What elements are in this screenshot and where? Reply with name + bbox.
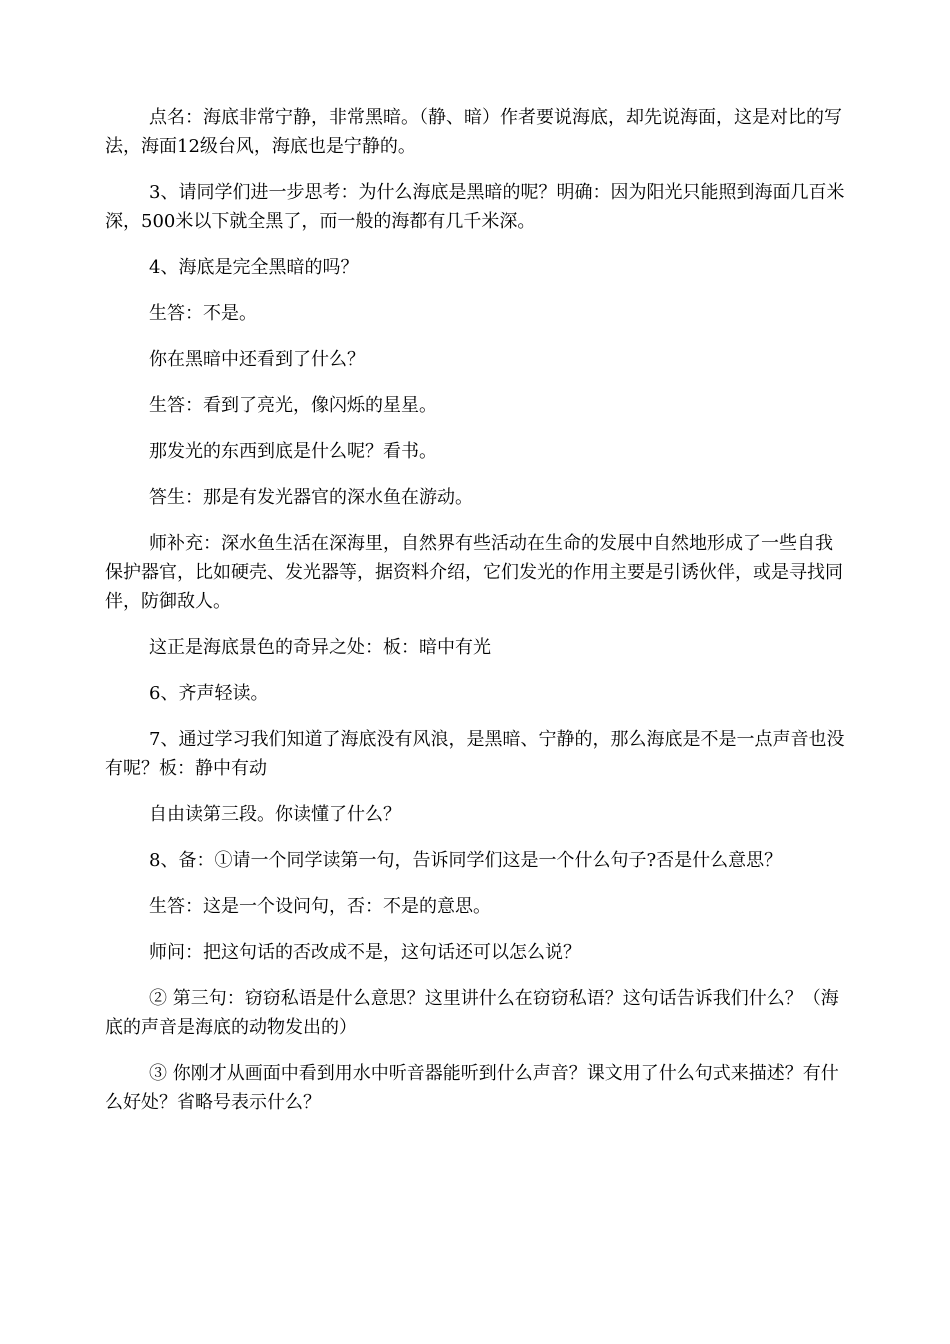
paragraph-8: 答生：那是有发光器官的深水鱼在游动。 — [149, 487, 473, 508]
paragraph-18: ③ 你刚才从画面中看到用水中听音器能听到什么声音？课文用了什么句式来描述？有什么好处？省略号表示什么？ — [105, 1063, 839, 1113]
paragraph-13: 自由读第三段。你读懂了什么？ — [149, 804, 401, 825]
paragraph-9: 师补充：深水鱼生活在深海里，自然界有些活动在生命的发展中自然地形成了一些自我保护器官，比如硬壳、发光器等，据资料介绍，它们发光的作用主要是引诱伙伴，或是寻找同伴，防御敌人。 — [105, 533, 843, 612]
paragraph-4: 生答：不是。 — [149, 303, 257, 324]
paragraph-15: 生答：这是一个设问句，否：不是的意思。 — [149, 896, 491, 917]
paragraph-14: 8、备：①请一个同学读第一句，告诉同学们这是一个什么句子?否是什么意思？ — [149, 850, 783, 871]
paragraph-5: 你在黑暗中还看到了什么？ — [149, 349, 365, 370]
paragraph-10: 这正是海底景色的奇异之处：板：暗中有光 — [149, 637, 491, 658]
document-body — [105, 103, 845, 1134]
paragraph-11: 6、齐声轻读。 — [149, 683, 269, 704]
paragraph-17: ② 第三句：窃窃私语是什么意思？这里讲什么在窃窃私语？这句话告诉我们什么？（海底的声音是海底的动物发出的） — [105, 988, 839, 1038]
paragraph-7: 那发光的东西到底是什么呢？看书。 — [149, 441, 437, 462]
paragraph-16: 师问：把这句话的否改成不是，这句话还可以怎么说？ — [149, 942, 581, 963]
paragraph-3: 4、海底是完全黑暗的吗？ — [149, 257, 359, 278]
paragraph-6: 生答：看到了亮光，像闪烁的星星。 — [149, 395, 437, 416]
paragraph-2: 3、请同学们进一步思考：为什么海底是黑暗的呢？明确：因为阳光只能照到海面几百米深，500米以下就全黑了，而一般的海都有几千米深。 — [105, 182, 845, 232]
paragraph-12: 7、通过学习我们知道了海底没有风浪，是黑暗、宁静的，那么海底是不是一点声音也没有呢？板：静中有动 — [105, 729, 845, 779]
paragraph-1: 点名：海底非常宁静，非常黑暗。（静、暗）作者要说海底，却先说海面，这是对比的写法，海面12级台风，海底也是宁静的。 — [105, 107, 842, 157]
